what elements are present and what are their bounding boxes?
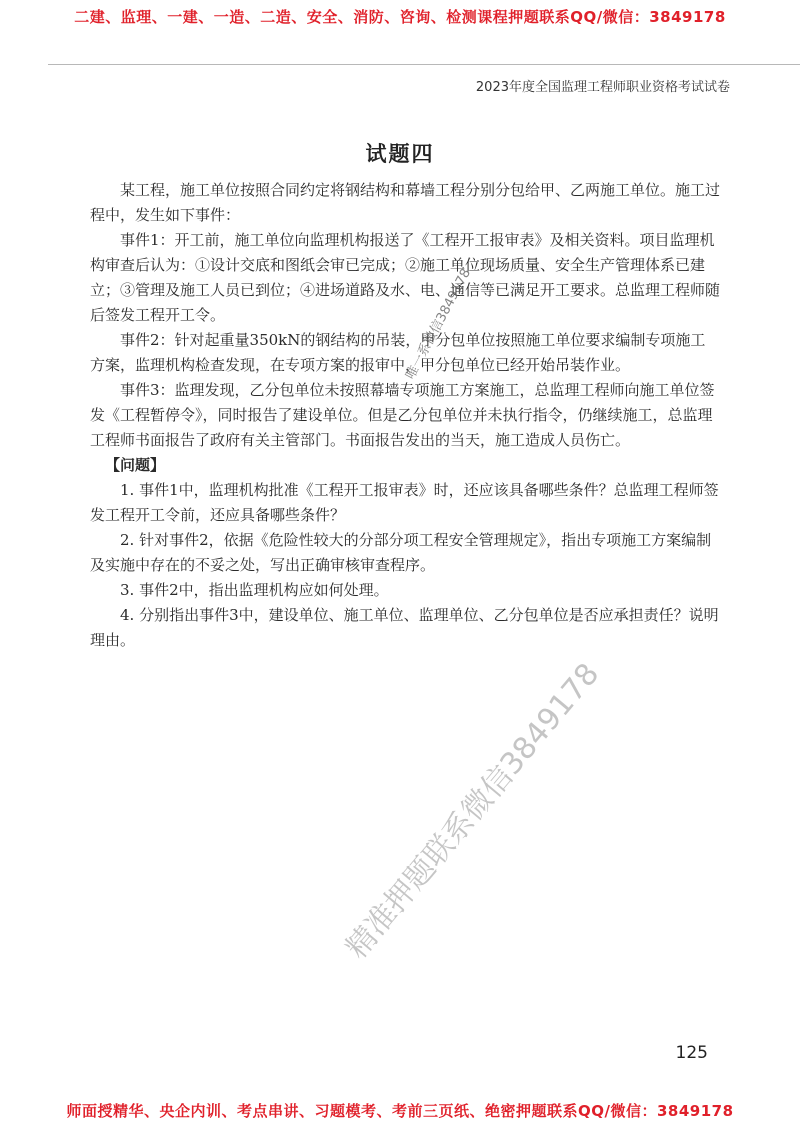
question-body	[90, 178, 720, 653]
bottom-promo-banner: 师面授精华、央企内训、考点串讲、习题模考、考前三页纸、绝密押题联系QQ/微信：3849178	[66, 1102, 734, 1120]
header-divider	[48, 64, 800, 65]
paragraph-event-3: 事件3：监理发现，乙分包单位未按照幕墙专项施工方案施工，总监理工程师向施工单位签发《工程暂停令》，同时报告了建设单位。但是乙分包单位并未执行指令，仍继续施工，总监理工程师书面报告了政府有关主管部门。书面报告发出的当天，施工造成人员伤亡。	[90, 381, 715, 449]
question-item-1: 1. 事件1中，监理机构批准《工程开工报审表》时，还应该具备哪些条件？总监理工程师签发工程开工令前，还应具备哪些条件？	[90, 481, 719, 524]
question-item-4: 4. 分别指出事件3中，建设单位、施工单位、监理单位、乙分包单位是否应承担责任？说明理由。	[90, 606, 719, 649]
running-header: 2023年度全国监理工程师职业资格考试试卷	[475, 80, 730, 95]
page-number: 125	[675, 1043, 708, 1063]
paragraph-intro: 某工程，施工单位按照合同约定将钢结构和幕墙工程分别分包给甲、乙两施工单位。施工过程中，发生如下事件：	[90, 181, 721, 224]
questions-heading: 【问题】	[105, 456, 166, 474]
paragraph-event-1: 事件1：开工前，施工单位向监理机构报送了《工程开工报审表》及相关资料。项目监理机构审查后认为：①设计交底和图纸会审已完成；②施工单位现场质量、安全生产管理体系已建立；③管理及施工人员已到位；④进场道路及水、电、通信等已满足开工要求。总监理工程师随后签发工程开工令。	[90, 231, 721, 324]
question-item-2: 2. 针对事件2，依据《危险性较大的分部分项工程安全管理规定》，指出专项施工方案编制及实施中存在的不妥之处，写出正确审核审查程序。	[90, 531, 712, 574]
watermark-small: 唯一系微信3849178	[403, 266, 475, 382]
watermark-large: 精准押题联系微信3849178	[339, 656, 607, 966]
paragraph-event-2: 事件2：针对起重量350kN的钢结构的吊装，甲分包单位按照施工单位要求编制专项施工方案，监理机构检查发现，在专项方案的报审中，甲分包单位已经开始吊装作业。	[90, 331, 706, 374]
question-item-3: 3. 事件2中，指出监理机构应如何处理。	[120, 581, 389, 599]
section-title: 试题四	[365, 142, 435, 166]
top-promo-banner: 二建、监理、一建、一造、二造、安全、消防、咨询、检测课程押题联系QQ/微信：3849178	[74, 8, 726, 26]
